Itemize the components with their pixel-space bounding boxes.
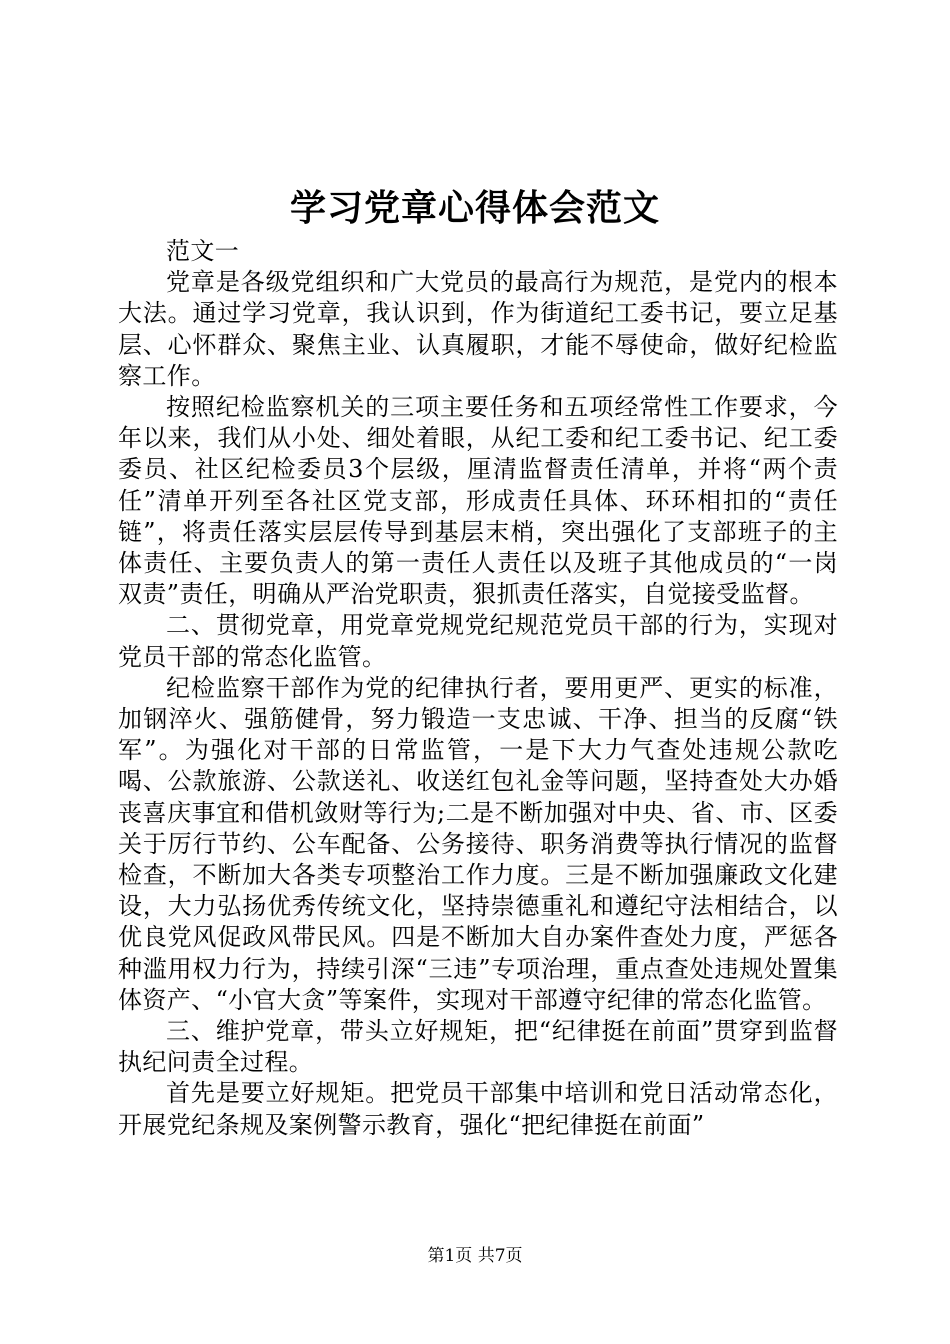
paragraph: 按照纪检监察机关的三项主要任务和五项经常性工作要求，今年以来，我们从小处、细处着眼，从纪工委和纪工委书记、纪工委委员、社区纪检委员3个层级，厘清监督责任清单，并将“两个责任”清单开列至各社区党支部，形成责任具体、环环相扣的“责任链”，将责任落实层层传导到基层末梢，突出强化了支部班子的主体责任、主要负责人的第一责任人责任以及班子其他成员的“一岗双责”责任，明确从严治党职责，狠抓责任落实，自觉接受监督。 — [118, 393, 838, 609]
paragraph: 首先是要立好规矩。把党员干部集中培训和党日活动常态化，开展党纪条规及案例警示教育，强化“把纪律挺在前面” — [118, 1079, 838, 1139]
paragraph: 党章是各级党组织和广大党员的最高行为规范，是党内的根本大法。通过学习党章，我认识到，作为街道纪工委书记，要立足基层、心怀群众、聚焦主业、认真履职，才能不辱使命，做好纪检监察工作。 — [118, 268, 838, 390]
document-title: 学习党章心得体会范文 — [289, 187, 660, 229]
paragraph: 纪检监察干部作为党的纪律执行者，要用更严、更实的标准，加钢淬火、强筋健骨，努力锻造一支忠诚、干净、担当的反腐“铁军”。为强化对干部的日常监管，一是下大力气查处违规公款吃喝、公款旅游、公款送礼、收送红包礼金等问题，坚持查处大办婚丧喜庆事宜和借机敛财等行为;二是不断加强对中央、省、市、区委关于厉行节约、公车配备、公务接待、职务消费等执行情况的监督检查，不断加大各类专项整治工作力度。三是不断加强廉政文化建设，大力弘扬优秀传统文化，坚持崇德重礼和遵纪守法相结合，以优良党风促政风带民风。四是不断加大自办案件查处力度，严惩各种滥用权力行为，持续引深“三违”专项治理，重点查处违规处置集体资产、“小官大贪”等案件，实现对干部遵守纪律的常态化监管。 — [118, 673, 838, 1014]
page-number-footer: 第1页 共7页 — [427, 1246, 523, 1266]
section-heading: 二、贯彻党章，用党章党规党纪规范党员干部的行为，实现对党员干部的常态化监管。 — [118, 611, 838, 671]
paragraph-heading: 范文一 — [166, 237, 240, 265]
section-heading: 三、维护党章，带头立好规矩，把“纪律挺在前面”贯穿到监督执纪问责全过程。 — [118, 1017, 838, 1077]
document-body — [118, 236, 838, 1141]
